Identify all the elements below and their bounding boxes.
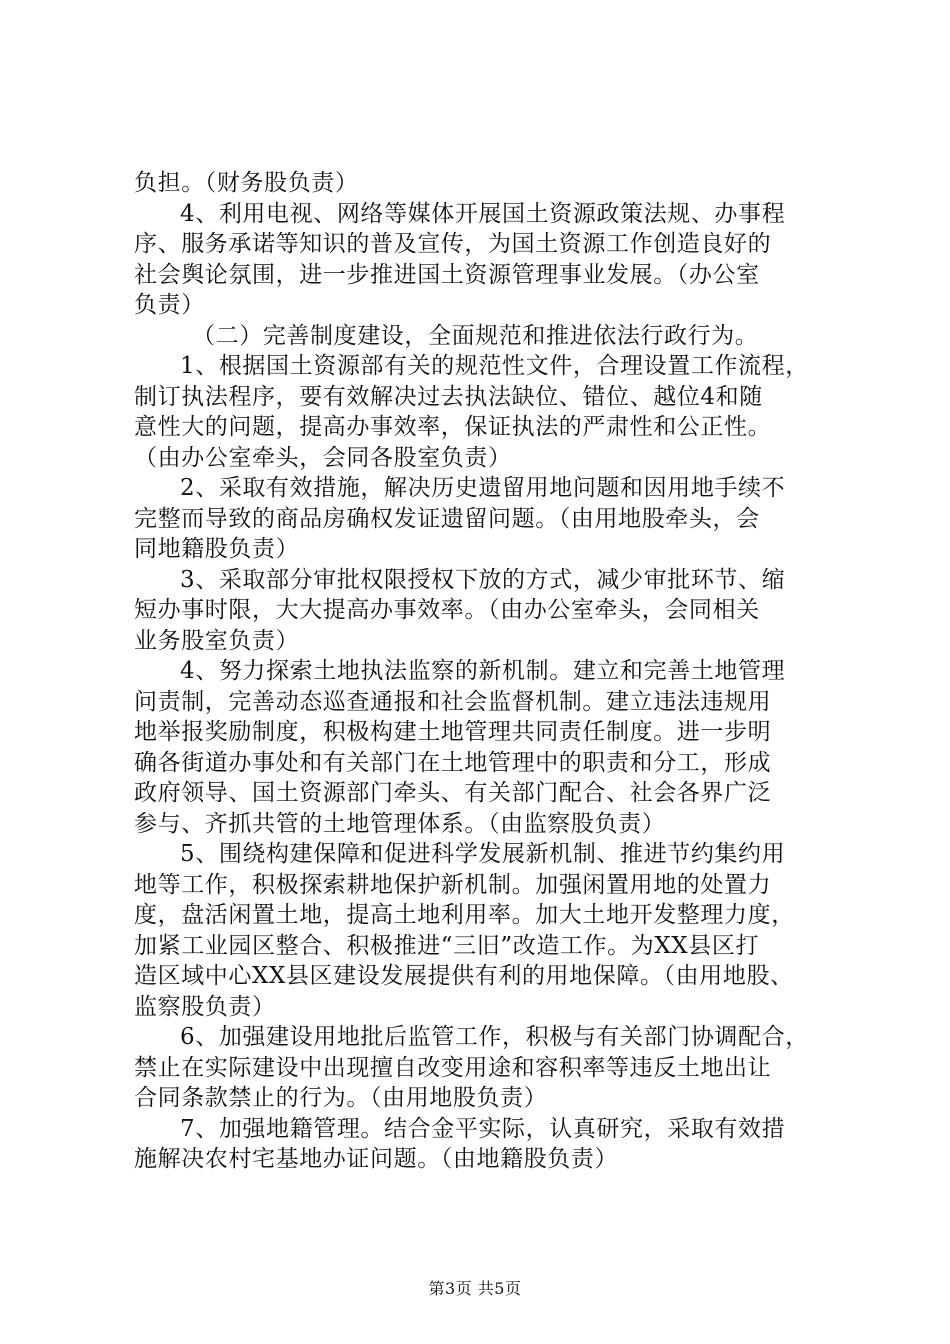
text-line: 4、利用电视、网络等媒体开展国土资源政策法规、办事程 <box>180 200 786 227</box>
text-line: 参与、齐抓共管的土地管理体系。（由监察股负责） <box>134 810 666 837</box>
text-line: 7、加强地籍管理。结合金平实际，认真研究，采取有效措 <box>180 1115 786 1142</box>
text-line: 3、采取部分审批权限授权下放的方式，减少审批环节、缩 <box>180 566 786 593</box>
text-line: 负担。（财务股负责） <box>134 170 359 196</box>
text-line: 意性大的问题，提高办事效率，保证执法的严肃性和公正性。 <box>134 414 772 440</box>
text-line: 监察股负责） <box>134 993 276 1020</box>
text-line: （二）完善制度建设，全面规范和推进依法行政行为。 <box>192 322 759 349</box>
text-line: 政府领导、国土资源部门牵头、有关部门配合、社会各界广泛 <box>134 780 772 806</box>
text-line: 2、采取有效措施，解决历史遗留用地问题和因用地手续不 <box>180 475 786 501</box>
text-line: 造区域中心XX县区建设发展提供有利的用地保障。（由用地股、 <box>134 963 794 989</box>
text-line: 4、努力探索土地执法监察的新机制。建立和完善土地管理 <box>180 658 786 684</box>
text-line: 业务股室负责） <box>134 627 300 654</box>
text-line: 完整而导致的商品房确权发证遗留问题。（由用地股牵头，会 <box>134 505 760 532</box>
text-line: 社会舆论氛围，进一步推进国土资源管理事业发展。（办公室 <box>134 261 760 288</box>
text-line: 6、加强建设用地批后监管工作，积极与有关部门协调配合， <box>180 1024 809 1050</box>
text-line: 序、服务承诺等知识的普及宣传，为国土资源工作创造良好的 <box>134 231 772 257</box>
text-line: 合同条款禁止的行为。（由用地股负责） <box>134 1085 548 1111</box>
text-line: 1、根据国土资源部有关的规范性文件，合理设置工作流程， <box>180 353 809 379</box>
document-body <box>134 168 834 1175</box>
text-line: 禁止在实际建设中出现擅自改变用途和容积率等违反土地出让 <box>134 1054 772 1081</box>
text-line: 地等工作，积极探索耕地保护新机制。加强闲置用地的处置力 <box>134 871 772 898</box>
page-footer: 第3页 共5页 <box>428 1279 522 1298</box>
text-line: 负责） <box>134 292 205 318</box>
text-line: 5、围绕构建保障和促进科学发展新机制、推进节约集约用 <box>180 841 786 867</box>
text-line: 加紧工业园区整合、积极推进“三旧”改造工作。为XX县区打 <box>134 932 760 959</box>
text-line: 确各街道办事处和有关部门在土地管理中的职责和分工，形成 <box>134 749 772 776</box>
text-line: 地举报奖励制度，积极构建土地管理共同责任制度。进一步明 <box>134 719 772 745</box>
text-line: 短办事时限，大大提高办事效率。（由办公室牵头，会同相关 <box>134 597 760 623</box>
text-line: 问责制，完善动态巡查通报和社会监督机制。建立违法违规用 <box>134 688 772 715</box>
text-line: 施解决农村宅基地办证问题。（由地籍股负责） <box>134 1146 619 1172</box>
text-line: （由办公室牵头，会同各股室负责） <box>134 444 512 471</box>
text-line: 同地籍股负责） <box>134 536 300 562</box>
text-line: 制订执法程序，要有效解决过去执法缺位、错位、越位4和随 <box>134 383 763 410</box>
text-line: 度，盘活闲置土地，提高土地利用率。加大土地开发整理力度， <box>134 902 795 928</box>
